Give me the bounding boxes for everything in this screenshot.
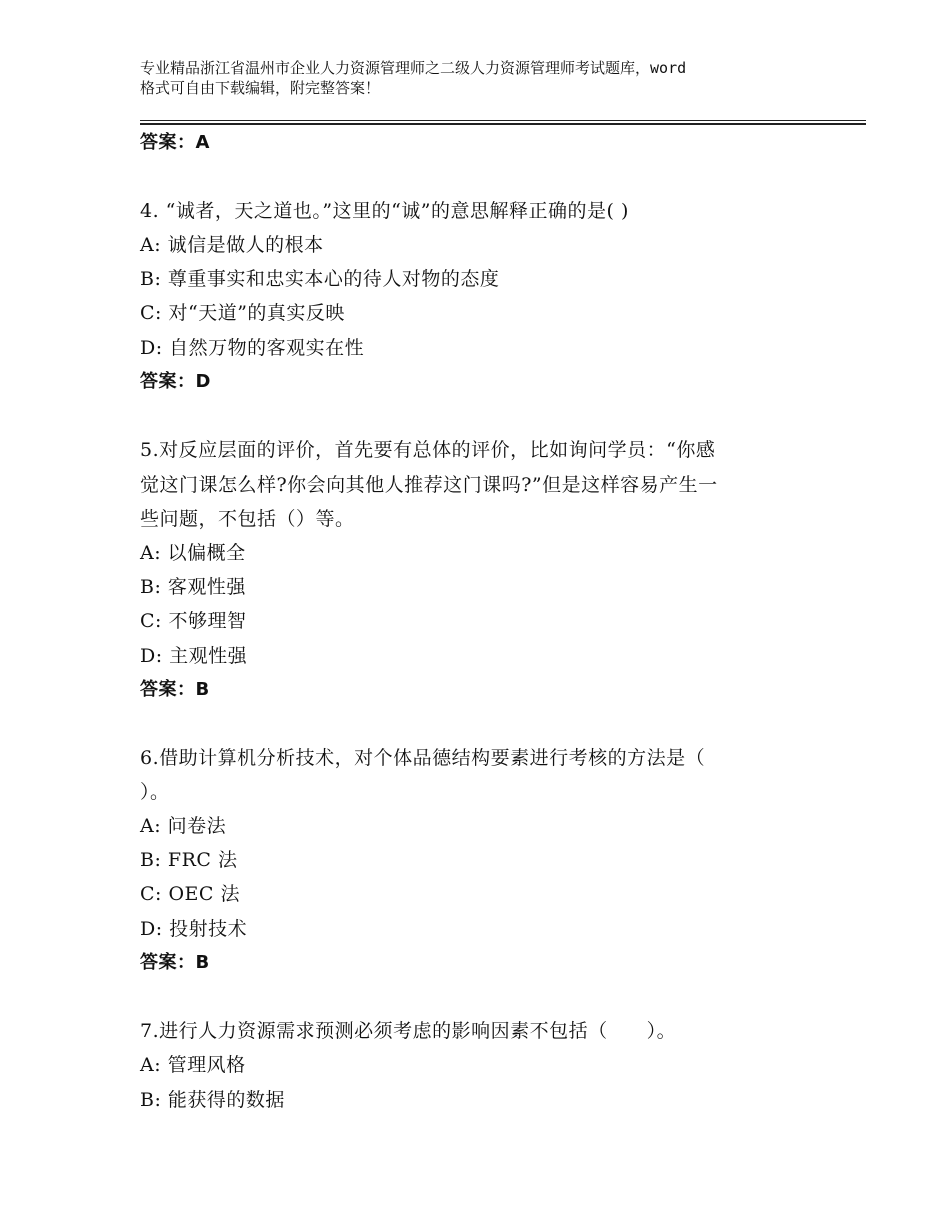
question-7-option-b: B: 能获得的数据 bbox=[140, 1089, 285, 1111]
question-5-answer: 答案：B bbox=[140, 679, 210, 700]
question-4-answer: 答案：D bbox=[140, 371, 211, 392]
header-rule-thick bbox=[140, 123, 866, 125]
question-5-option-c: C: 不够理智 bbox=[140, 610, 247, 632]
question-4-option-a: A: 诚信是做人的根本 bbox=[140, 234, 324, 256]
question-5-text-line-2: 觉这门课怎么样?你会向其他人推荐这门课吗?”但是这样容易产生一 bbox=[140, 474, 718, 496]
question-6-option-d: D: 投射技术 bbox=[140, 918, 248, 940]
question-7-option-a: A: 管理风格 bbox=[140, 1054, 246, 1076]
header-line-2: 格式可自由下载编辑，附完整答案！ bbox=[140, 79, 381, 97]
page-header bbox=[140, 58, 830, 98]
question-4-option-c: C: 对“天道”的真实反映 bbox=[140, 302, 345, 324]
header-rule-thin bbox=[140, 120, 866, 121]
question-4-text: 4. “诚者，天之道也。”这里的“诚”的意思解释正确的是( ) bbox=[140, 200, 629, 222]
question-6-text-line-1: 6.借助计算机分析技术，对个体品德结构要素进行考核的方法是（ bbox=[140, 747, 706, 769]
question-5-text-line-1: 5.对反应层面的评价，首先要有总体的评价，比如询问学员：“你感 bbox=[140, 439, 716, 461]
question-6-option-a: A: 问卷法 bbox=[140, 815, 227, 837]
question-6-text-line-2: ）。 bbox=[140, 781, 170, 803]
question-7-text: 7.进行人力资源需求预测必须考虑的影响因素不包括（ ）。 bbox=[140, 1020, 677, 1042]
question-5-option-a: A: 以偏概全 bbox=[140, 542, 246, 564]
question-6-answer: 答案：B bbox=[140, 952, 210, 973]
answer-previous: 答案：A bbox=[140, 132, 210, 153]
question-5-option-d: D: 主观性强 bbox=[140, 645, 248, 667]
question-6-option-b: B: FRC 法 bbox=[140, 849, 238, 871]
question-5-option-b: B: 客观性强 bbox=[140, 576, 246, 598]
question-5-text-line-3: 些问题，不包括（）等。 bbox=[140, 508, 355, 530]
header-line-1: 专业精品浙江省温州市企业人力资源管理师之二级人力资源管理师考试题库，word bbox=[140, 59, 687, 77]
question-6-option-c: C: OEC 法 bbox=[140, 883, 241, 905]
question-4-option-d: D: 自然万物的客观实在性 bbox=[140, 337, 365, 359]
question-4-option-b: B: 尊重事实和忠实本心的待人对物的态度 bbox=[140, 268, 500, 290]
